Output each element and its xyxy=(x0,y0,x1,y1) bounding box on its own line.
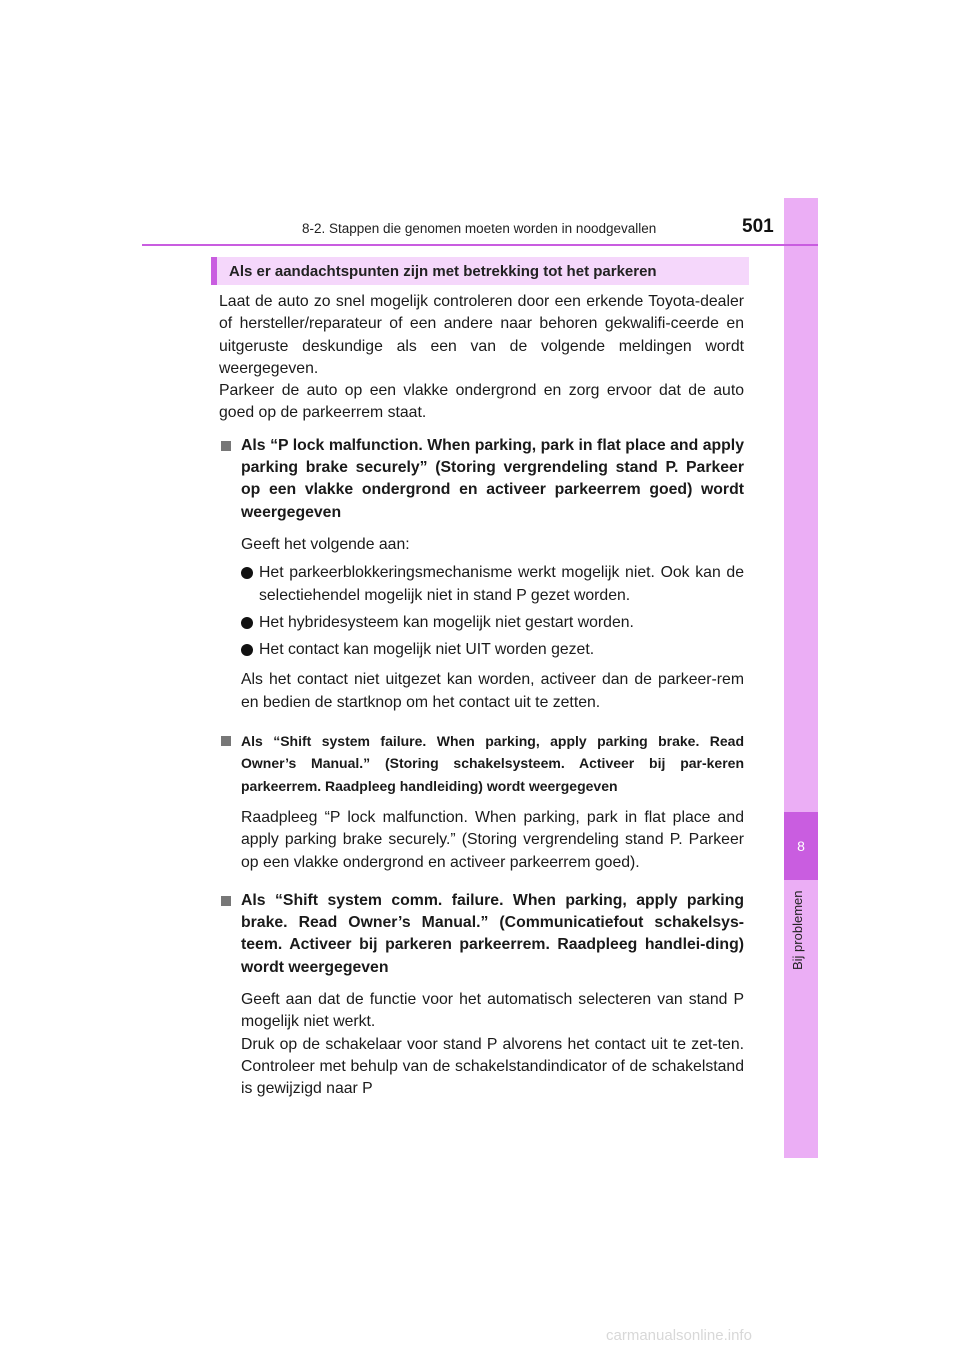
running-header: 8-2. Stappen die genomen moeten worden in noodgevallen xyxy=(302,221,657,236)
page-content xyxy=(219,291,744,1105)
item-lead: Geeft het volgende aan: xyxy=(241,535,410,553)
intro-paragraph-2: Parkeer de auto op een vlakke ondergrond en zorg ervoor dat de auto goed op de parkeerrem staat. xyxy=(219,382,744,422)
page-number: 501 xyxy=(742,216,774,237)
square-bullet-icon xyxy=(221,896,231,906)
item-body xyxy=(219,807,744,874)
item-heading: Als “P lock malfunction. When parking, park in flat place and apply parking brake securely” (Storing vergrendeling stand P. Parkeer op een vlakke ondergrond en activeer parkeerrem goed) wordt weergegeven xyxy=(219,435,744,524)
item-shift-system-comm-failure xyxy=(219,890,744,1101)
round-bullet-icon xyxy=(241,617,253,629)
item-p-lock xyxy=(219,435,744,714)
item-text-2: Druk op de schakelaar voor stand P alvorens het contact uit te zet-ten. Controleer met behulp van de schakelstandindicator of de schakelstand is gewijzigd naar P xyxy=(241,1035,744,1098)
round-bullet-icon xyxy=(241,567,253,579)
chapter-number-tab xyxy=(784,812,818,880)
item-heading: Als “Shift system failure. When parking, apply parking brake. Read Owner’s Manual.” (Storing schakelsysteem. Activeer bij par-keren parkeerrem. Raadpleeg handleiding) wordt weergegeven xyxy=(219,730,744,797)
chapter-title: Bij problemen xyxy=(790,890,805,970)
list-item: Het contact kan mogelijk niet UIT worden gezet. xyxy=(241,639,744,661)
intro-paragraph-1: Laat de auto zo snel mogelijk controleren door een erkende Toyota-dealer of hersteller/reparateur of een andere naar behoren gekwalifi-ceerde en uitgeruste deskundige als een van de volgende meldingen wordt weergegeven. xyxy=(219,293,744,377)
item-text: Raadpleeg “P lock malfunction. When parking, park in flat place and apply parking brake securely.” (Storing vergrendeling stand P. Parkeer op een vlakke ondergrond en activeer parkeerrem goed). xyxy=(241,808,744,871)
chapter-number: 8 xyxy=(797,838,805,854)
chapter-side-tab xyxy=(784,198,818,1158)
item-body xyxy=(219,534,744,714)
item-heading: Als “Shift system comm. failure. When parking, apply parking brake. Read Owner’s Manual.” (Communicatiefout schakelsys-teem. Activeer bij parkeren parkeerrem. Raadpleeg handlei-ding) wordt weergegeven xyxy=(219,890,744,979)
section-title-banner xyxy=(211,257,749,285)
item-body xyxy=(219,989,744,1100)
header-divider xyxy=(142,244,818,246)
item-text-1: Geeft aan dat de functie voor het automatisch selecteren van stand P mogelijk niet werkt. xyxy=(241,991,744,1031)
section-title: Als er aandachtspunten zijn met betrekking tot het parkeren xyxy=(229,262,657,280)
list-item: Het parkeerblokkeringsmechanisme werkt mogelijk niet. Ook kan de selectiehendel mogelijk niet in stand P gezet worden. xyxy=(241,562,744,607)
square-bullet-icon xyxy=(221,441,231,451)
bullet-list xyxy=(241,562,744,661)
watermark: carmanualsonline.info xyxy=(606,1327,752,1344)
item-shift-system-failure xyxy=(219,730,744,874)
round-bullet-icon xyxy=(241,644,253,656)
square-bullet-icon xyxy=(221,736,231,746)
list-item: Het hybridesysteem kan mogelijk niet gestart worden. xyxy=(241,612,744,634)
item-text: Als het contact niet uitgezet kan worden, activeer dan de parkeer-rem en bedien de startknop om het contact uit te zetten. xyxy=(241,671,744,711)
